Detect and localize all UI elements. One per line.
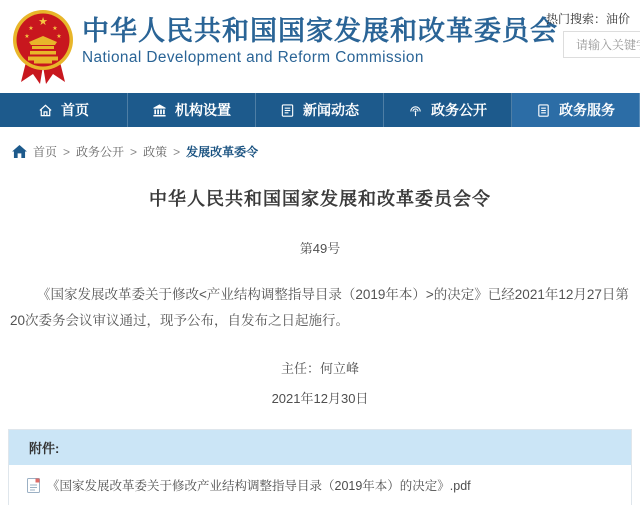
svg-text:★: ★ xyxy=(52,26,58,32)
pdf-file-icon xyxy=(27,478,40,493)
attachment-row xyxy=(9,465,631,505)
search-input[interactable] xyxy=(563,31,640,58)
nav-item-news[interactable] xyxy=(256,93,384,127)
hot-search-term-link[interactable]: 油价 xyxy=(605,12,630,26)
hot-search xyxy=(546,10,630,27)
site-title-en: National Development and Reform Commission xyxy=(82,49,424,66)
attachment-header: 附件: xyxy=(9,430,631,465)
breadcrumb-home-icon[interactable] xyxy=(12,145,27,158)
doc-number: 第49号 xyxy=(299,241,341,256)
nav-item-label: 首页 xyxy=(61,102,89,118)
site-header xyxy=(0,0,640,93)
breadcrumb-separator: > xyxy=(63,144,71,159)
svg-text:★: ★ xyxy=(24,34,30,40)
svg-text:★: ★ xyxy=(56,34,62,40)
article-title: 中华人民共和国国家发展和改革委员会令 xyxy=(149,189,491,209)
main-nav xyxy=(0,93,640,127)
breadcrumb-current: 发展改革委令 xyxy=(186,145,259,159)
breadcrumb-item-home[interactable]: 首页 xyxy=(33,145,58,159)
breadcrumb-separator: > xyxy=(173,144,181,159)
nav-item-disclosure[interactable] xyxy=(384,93,512,127)
nav-item-services[interactable] xyxy=(512,93,640,127)
nav-item-home[interactable] xyxy=(0,93,128,127)
site-title-block xyxy=(82,16,558,67)
attachment-file-link[interactable]: 《国家发展改革委关于修改产业结构调整指导目录（2019年本）的决定》.pdf xyxy=(47,479,471,493)
breadcrumb-item-policy[interactable]: 政策 xyxy=(143,145,168,159)
breadcrumb-item-disclosure[interactable]: 政务公开 xyxy=(76,145,125,159)
broadcast-icon xyxy=(408,103,423,118)
nav-item-label: 政务公开 xyxy=(431,102,487,118)
breadcrumb-separator: > xyxy=(130,144,138,159)
article-body: 《国家发展改革委关于修改<产业结构调整指导目录（2019年本）>的决定》已经2021年12月27日第20次委务会议审议通过，现予公布，自发布之日起施行。 xyxy=(10,287,629,328)
nav-item-label: 政务服务 xyxy=(559,102,615,118)
svg-text:★: ★ xyxy=(28,26,34,32)
home-icon xyxy=(38,103,53,118)
hot-search-label: 热门搜索： xyxy=(545,12,606,26)
nav-item-label: 新闻动态 xyxy=(303,102,359,118)
site-title-cn: 中华人民共和国国家发展和改革委员会 xyxy=(82,16,558,46)
svg-text:★: ★ xyxy=(38,16,48,28)
article-date: 2021年12月30日 xyxy=(271,391,369,406)
bank-icon xyxy=(152,103,167,118)
nav-item-org[interactable] xyxy=(128,93,256,127)
breadcrumb xyxy=(12,143,258,160)
national-emblem-icon xyxy=(12,8,74,86)
nav-item-label: 机构设置 xyxy=(175,102,231,118)
article-signer: 主任：何立峰 xyxy=(280,361,359,376)
service-icon xyxy=(536,103,551,118)
news-icon xyxy=(280,103,295,118)
attachment-section xyxy=(8,429,632,505)
